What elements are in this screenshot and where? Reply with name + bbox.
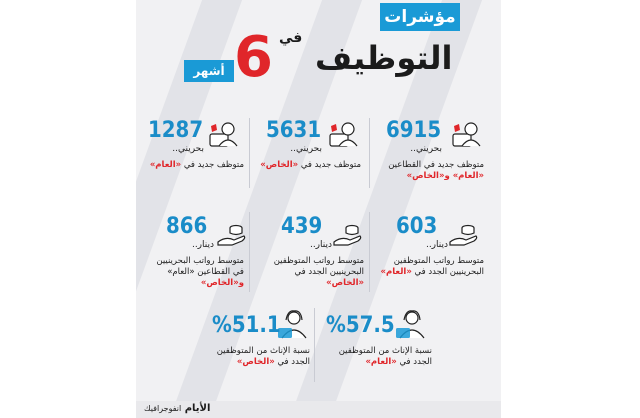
stat-description: [140, 160, 244, 171]
desc-line: الجدد في: [277, 357, 310, 367]
salary-hand-coins-icon: [332, 218, 364, 246]
salary-hand-coins-icon: [216, 218, 248, 246]
divider: [249, 212, 250, 292]
female-employee-icon: [394, 310, 426, 340]
desc-line: متوظف جديد في: [300, 160, 361, 170]
stat-unit: دينار..: [309, 240, 332, 250]
brand-name: الأيام: [184, 403, 211, 414]
desc-highlight: «العام»: [149, 160, 182, 170]
brand-subtitle: انفوجرافيك: [144, 404, 182, 413]
stat-description: [256, 160, 361, 171]
new-employee-icon: [328, 120, 360, 148]
brand-logo: [144, 403, 210, 414]
months-box: أشهر: [184, 60, 234, 82]
title-connector: في: [279, 30, 303, 46]
desc-line: نسبة الإناث من المتوظفين: [338, 346, 432, 356]
infographic-poster: [136, 0, 501, 418]
desc-line: متوظف جديد في القطاعين: [388, 160, 484, 170]
stat-unit: دينار..: [425, 240, 448, 250]
stat-number: 866: [166, 214, 208, 239]
desc-line: في القطاعين «العام»: [167, 267, 244, 277]
stat-description: [374, 160, 484, 182]
six-number: 6: [234, 25, 273, 90]
desc-line: البحرينيين الجدد في: [414, 267, 484, 277]
desc-highlight: «العام»: [365, 357, 397, 367]
stat-description: [322, 346, 432, 368]
stat-number: 5631: [266, 118, 322, 143]
new-employee-icon: [208, 120, 240, 148]
stat-unit: بحريني..: [172, 144, 204, 154]
desc-line: متوسط رواتب المتوظفين: [273, 256, 364, 266]
main-title: التوظيف: [315, 39, 453, 77]
desc-line: متوظف جديد في: [183, 160, 244, 170]
salary-hand-coins-icon: [448, 218, 480, 246]
female-employee-icon: [276, 310, 308, 340]
footer-bar: [136, 401, 501, 418]
stat-number: 439: [281, 214, 323, 239]
stat-number: 1287: [148, 118, 204, 143]
desc-highlight: و«الخاص»: [200, 278, 244, 288]
desc-line: متوسط رواتب البحرينيين: [156, 256, 244, 266]
desc-line: نسبة الإناث من المتوظفين: [216, 346, 310, 356]
stat-description: [374, 256, 484, 278]
stat-number: %51.1: [212, 313, 281, 338]
desc-highlight: «العام» و«الخاص»: [406, 171, 484, 181]
desc-highlight: «الخاص»: [326, 278, 364, 288]
stat-description: [202, 346, 310, 368]
stat-description: [140, 256, 244, 289]
desc-line: الجدد في: [399, 357, 432, 367]
stat-unit: بحريني..: [290, 144, 322, 154]
divider: [369, 212, 370, 292]
desc-highlight: «العام»: [380, 267, 412, 277]
stat-unit: دينار..: [191, 240, 214, 250]
stat-unit: بحريني..: [410, 144, 442, 154]
new-employee-icon: [451, 120, 483, 148]
desc-highlight: «الخاص»: [260, 160, 299, 170]
desc-line: البحرينيين الجدد في: [294, 267, 364, 277]
divider: [369, 118, 370, 188]
divider: [314, 308, 315, 382]
stat-number: %57.5: [326, 313, 395, 338]
desc-highlight: «الخاص»: [236, 357, 275, 367]
stat-number: 6915: [386, 118, 442, 143]
title-box: مؤشرات: [380, 3, 460, 31]
stat-description: [256, 256, 364, 289]
divider: [249, 118, 250, 188]
desc-line: متوسط رواتب المتوظفين: [393, 256, 484, 266]
stat-number: 603: [396, 214, 438, 239]
